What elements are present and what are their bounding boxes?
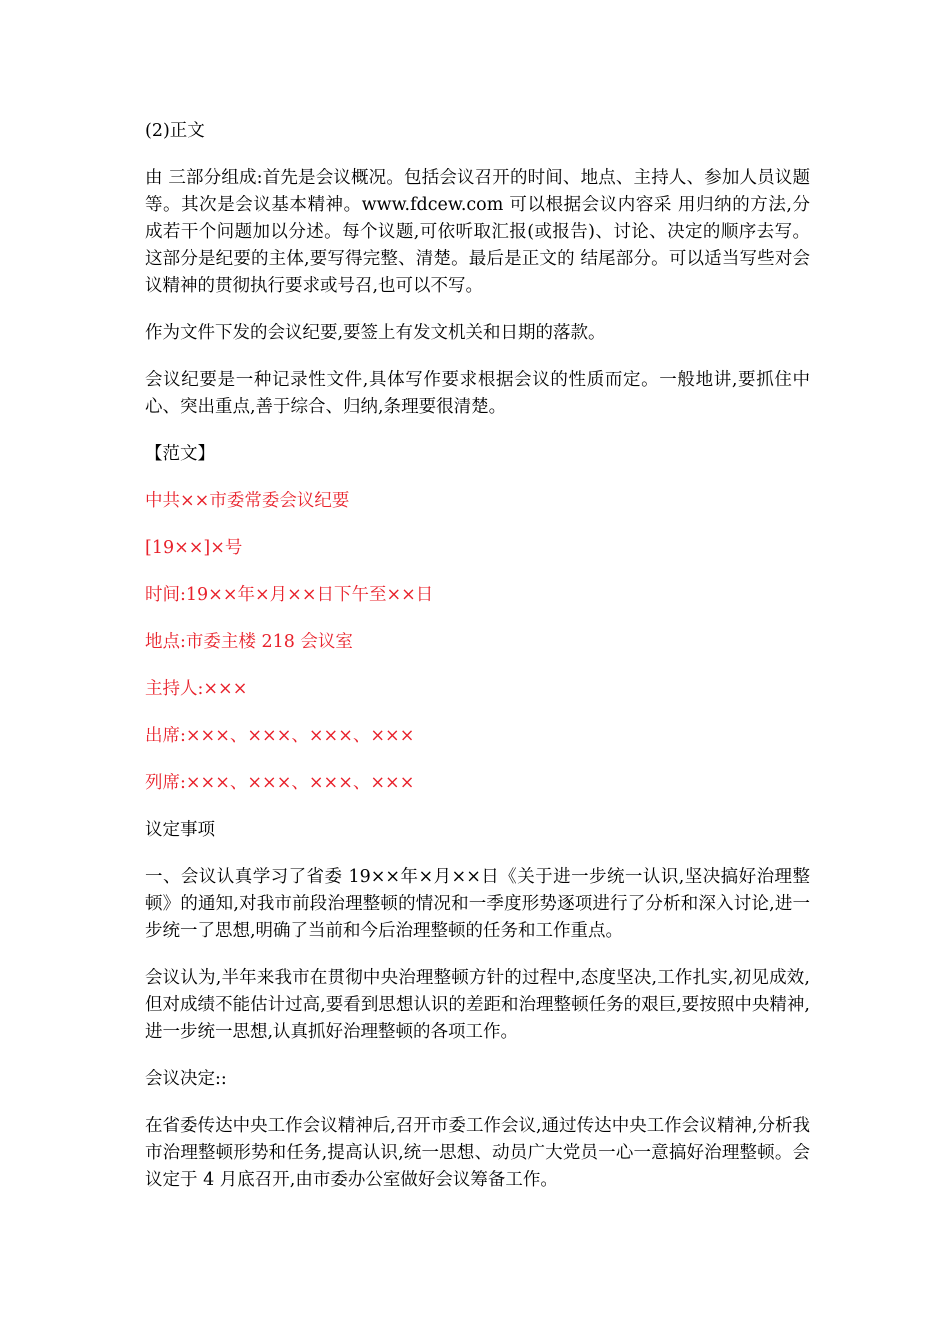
sample-host: 主持人:××× (145, 679, 248, 699)
body-paragraph: 在省委传达中央工作会议精神后,召开市委工作会议,通过传达中央工作会议精神,分析我市治理整顿形势和任务,提高认识,统一思想、动员广大党员一心一意搞好治理整顿。会议定于 4 月底召开,由市委办公室做好会议筹备工作。 (145, 1116, 810, 1190)
sample-attendees: 出席:×××、×××、×××、××× (145, 726, 415, 746)
sample-heading: 【范文】 (145, 444, 215, 464)
decision-heading: 会议决定:: (145, 1069, 227, 1089)
document-page (145, 118, 810, 1214)
agenda-heading: 议定事项 (145, 820, 215, 840)
body-paragraph: 会议纪要是一种记录性文件,具体写作要求根据会议的性质而定。一般地讲,要抓住中心、突出重点,善于综合、归纳,条理要很清楚。 (145, 370, 810, 417)
body-paragraph: 一、会议认真学习了省委 19××年×月××日《关于进一步统一认识,坚决搞好治理整顿》的通知,对我市前段治理整顿的情况和一季度形势逐项进行了分析和深入讨论,进一步统一了思想,明确了当前和今后治理整顿的任务和工作重点。 (145, 867, 810, 941)
section-heading: (2)正文 (145, 121, 205, 141)
sample-time: 时间:19××年×月××日下午至××日 (145, 585, 434, 605)
body-paragraph: 会议认为,半年来我市在贯彻中央治理整顿方针的过程中,态度坚决,工作扎实,初见成效,但对成绩不能估计过高,要看到思想认识的差距和治理整顿任务的艰巨,要按照中央精神,进一步统一思想,认真抓好治理整顿的各项工作。 (145, 968, 810, 1042)
body-paragraph: 作为文件下发的会议纪要,要签上有发文机关和日期的落款。 (145, 323, 606, 343)
sample-location: 地点:市委主楼 218 会议室 (145, 632, 353, 652)
body-paragraph: 由 三部分组成:首先是会议概况。包括会议召开的时间、地点、主持人、参加人员议题等。其次是会议基本精神。www.fdcew.com 可以根据会议内容采 用归纳的方法,分成若干个问题加以分述。每个议题,可依听取汇报(或报告)、讨论、决定的顺序去写。这部分是纪要的主体,要写得完整、清楚。最后是正文的 结尾部分。可以适当写些对会议精神的贯彻执行要求或号召,也可以不写。 (145, 168, 810, 296)
sample-title: 中共××市委常委会议纪要 (145, 491, 350, 511)
sample-doc-number: [19××]×号 (145, 538, 243, 558)
sample-observers: 列席:×××、×××、×××、××× (145, 773, 415, 793)
